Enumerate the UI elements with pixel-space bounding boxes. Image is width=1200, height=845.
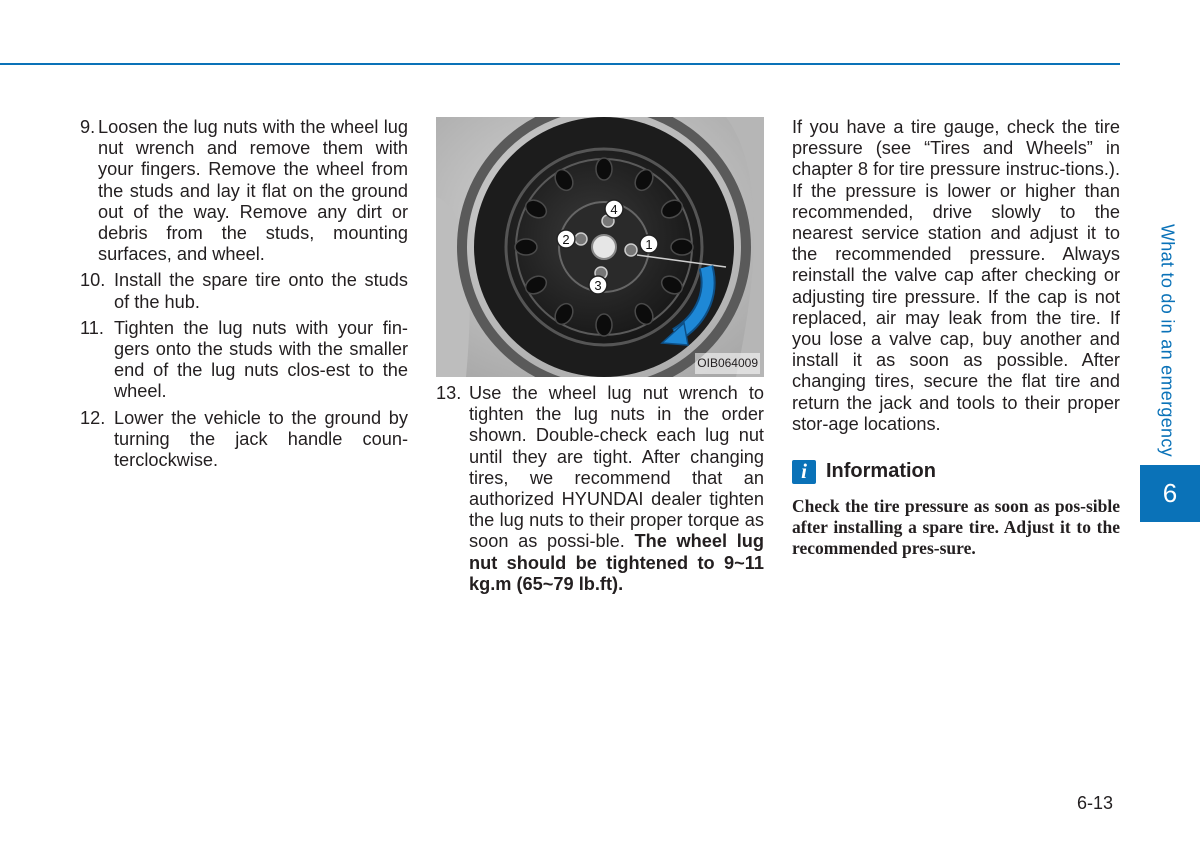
header-rule — [0, 63, 1120, 65]
info-icon: i — [792, 460, 816, 484]
step-text: Tighten the lug nuts with your fin-gers onto the studs with the smaller end of the lug nuts clos-est to the wheel. — [114, 317, 408, 402]
step-text: Loosen the lug nuts with the wheel lug nut wrench and remove them with your fingers. Remove the wheel from the studs and lay it flat on the ground out of the way. Remove any dirt or debris from the studs, mounting surfaces, and wheel. — [98, 117, 408, 265]
information-title: Information — [826, 460, 936, 483]
spare-wheel-figure — [436, 117, 764, 377]
marker-4 — [605, 200, 623, 218]
figure-code: OIB064009 — [695, 353, 760, 374]
chapter-tab: 6 — [1140, 465, 1200, 522]
step-number: 10. — [80, 270, 106, 291]
step-13 — [436, 383, 764, 595]
svg-text:2: 2 — [562, 232, 570, 247]
step-number: 9. — [80, 117, 96, 137]
information-header — [792, 460, 1120, 484]
section-title: What to do in an emergency — [1157, 224, 1178, 457]
svg-text:3: 3 — [594, 278, 602, 293]
middle-column — [436, 117, 764, 595]
right-column — [792, 117, 1120, 560]
step-9 — [80, 117, 408, 265]
svg-text:1: 1 — [645, 237, 653, 252]
step-number: 13. — [436, 383, 462, 403]
step-number: 12. — [80, 407, 106, 428]
step-text — [436, 383, 764, 595]
torque-spec: The wheel lug nut should be tightened to 9~11 kg.m (65~79 lb.ft). — [469, 531, 764, 594]
marker-2 — [557, 230, 575, 248]
step-text: Install the spare tire onto the studs of the hub. — [114, 270, 408, 312]
lug-nut-order-markers — [436, 117, 764, 377]
step-13-text: Use the wheel lug nut wrench to tighten the lug nuts in the order shown. Double-check each lug nut until they are tight. After changing tires, we recommend that an authorized HYUNDAI dealer tighten the lug nuts to their proper torque as soon as possi-ble. — [469, 383, 764, 552]
step-11 — [80, 318, 408, 403]
step-text: Lower the vehicle to the ground by turning the jack handle coun-terclockwise. — [114, 407, 408, 471]
marker-3 — [589, 276, 607, 294]
step-12 — [80, 408, 408, 472]
step-number: 11. — [80, 317, 104, 338]
page-number: 6-13 — [1077, 793, 1114, 813]
information-body: Check the tire pressure as soon as pos-sible after installing a spare tire. Adjust it to the recommended pres-sure. — [792, 496, 1120, 559]
step-10 — [80, 270, 408, 312]
section-side-label — [1148, 218, 1186, 463]
tire-pressure-paragraph: If you have a tire gauge, check the tire pressure (see “Tires and Wheels” in chapter 8 for tire pressure instruc-tions.). If the pressure is lower or higher than recommended, drive slowly to the nearest service station and adjust it to the recommended pressure. Always reinstall the valve cap after checking or adjusting tire pressure. If the cap is not replaced, air may leak from the tire. If you lose a valve cap, buy another and install it as soon as possible. After changing tires, secure the flat tire and return the jack and tools to their proper stor-age locations. — [792, 117, 1120, 434]
marker-1 — [640, 235, 658, 253]
svg-text:4: 4 — [610, 202, 618, 217]
left-column — [80, 117, 408, 471]
